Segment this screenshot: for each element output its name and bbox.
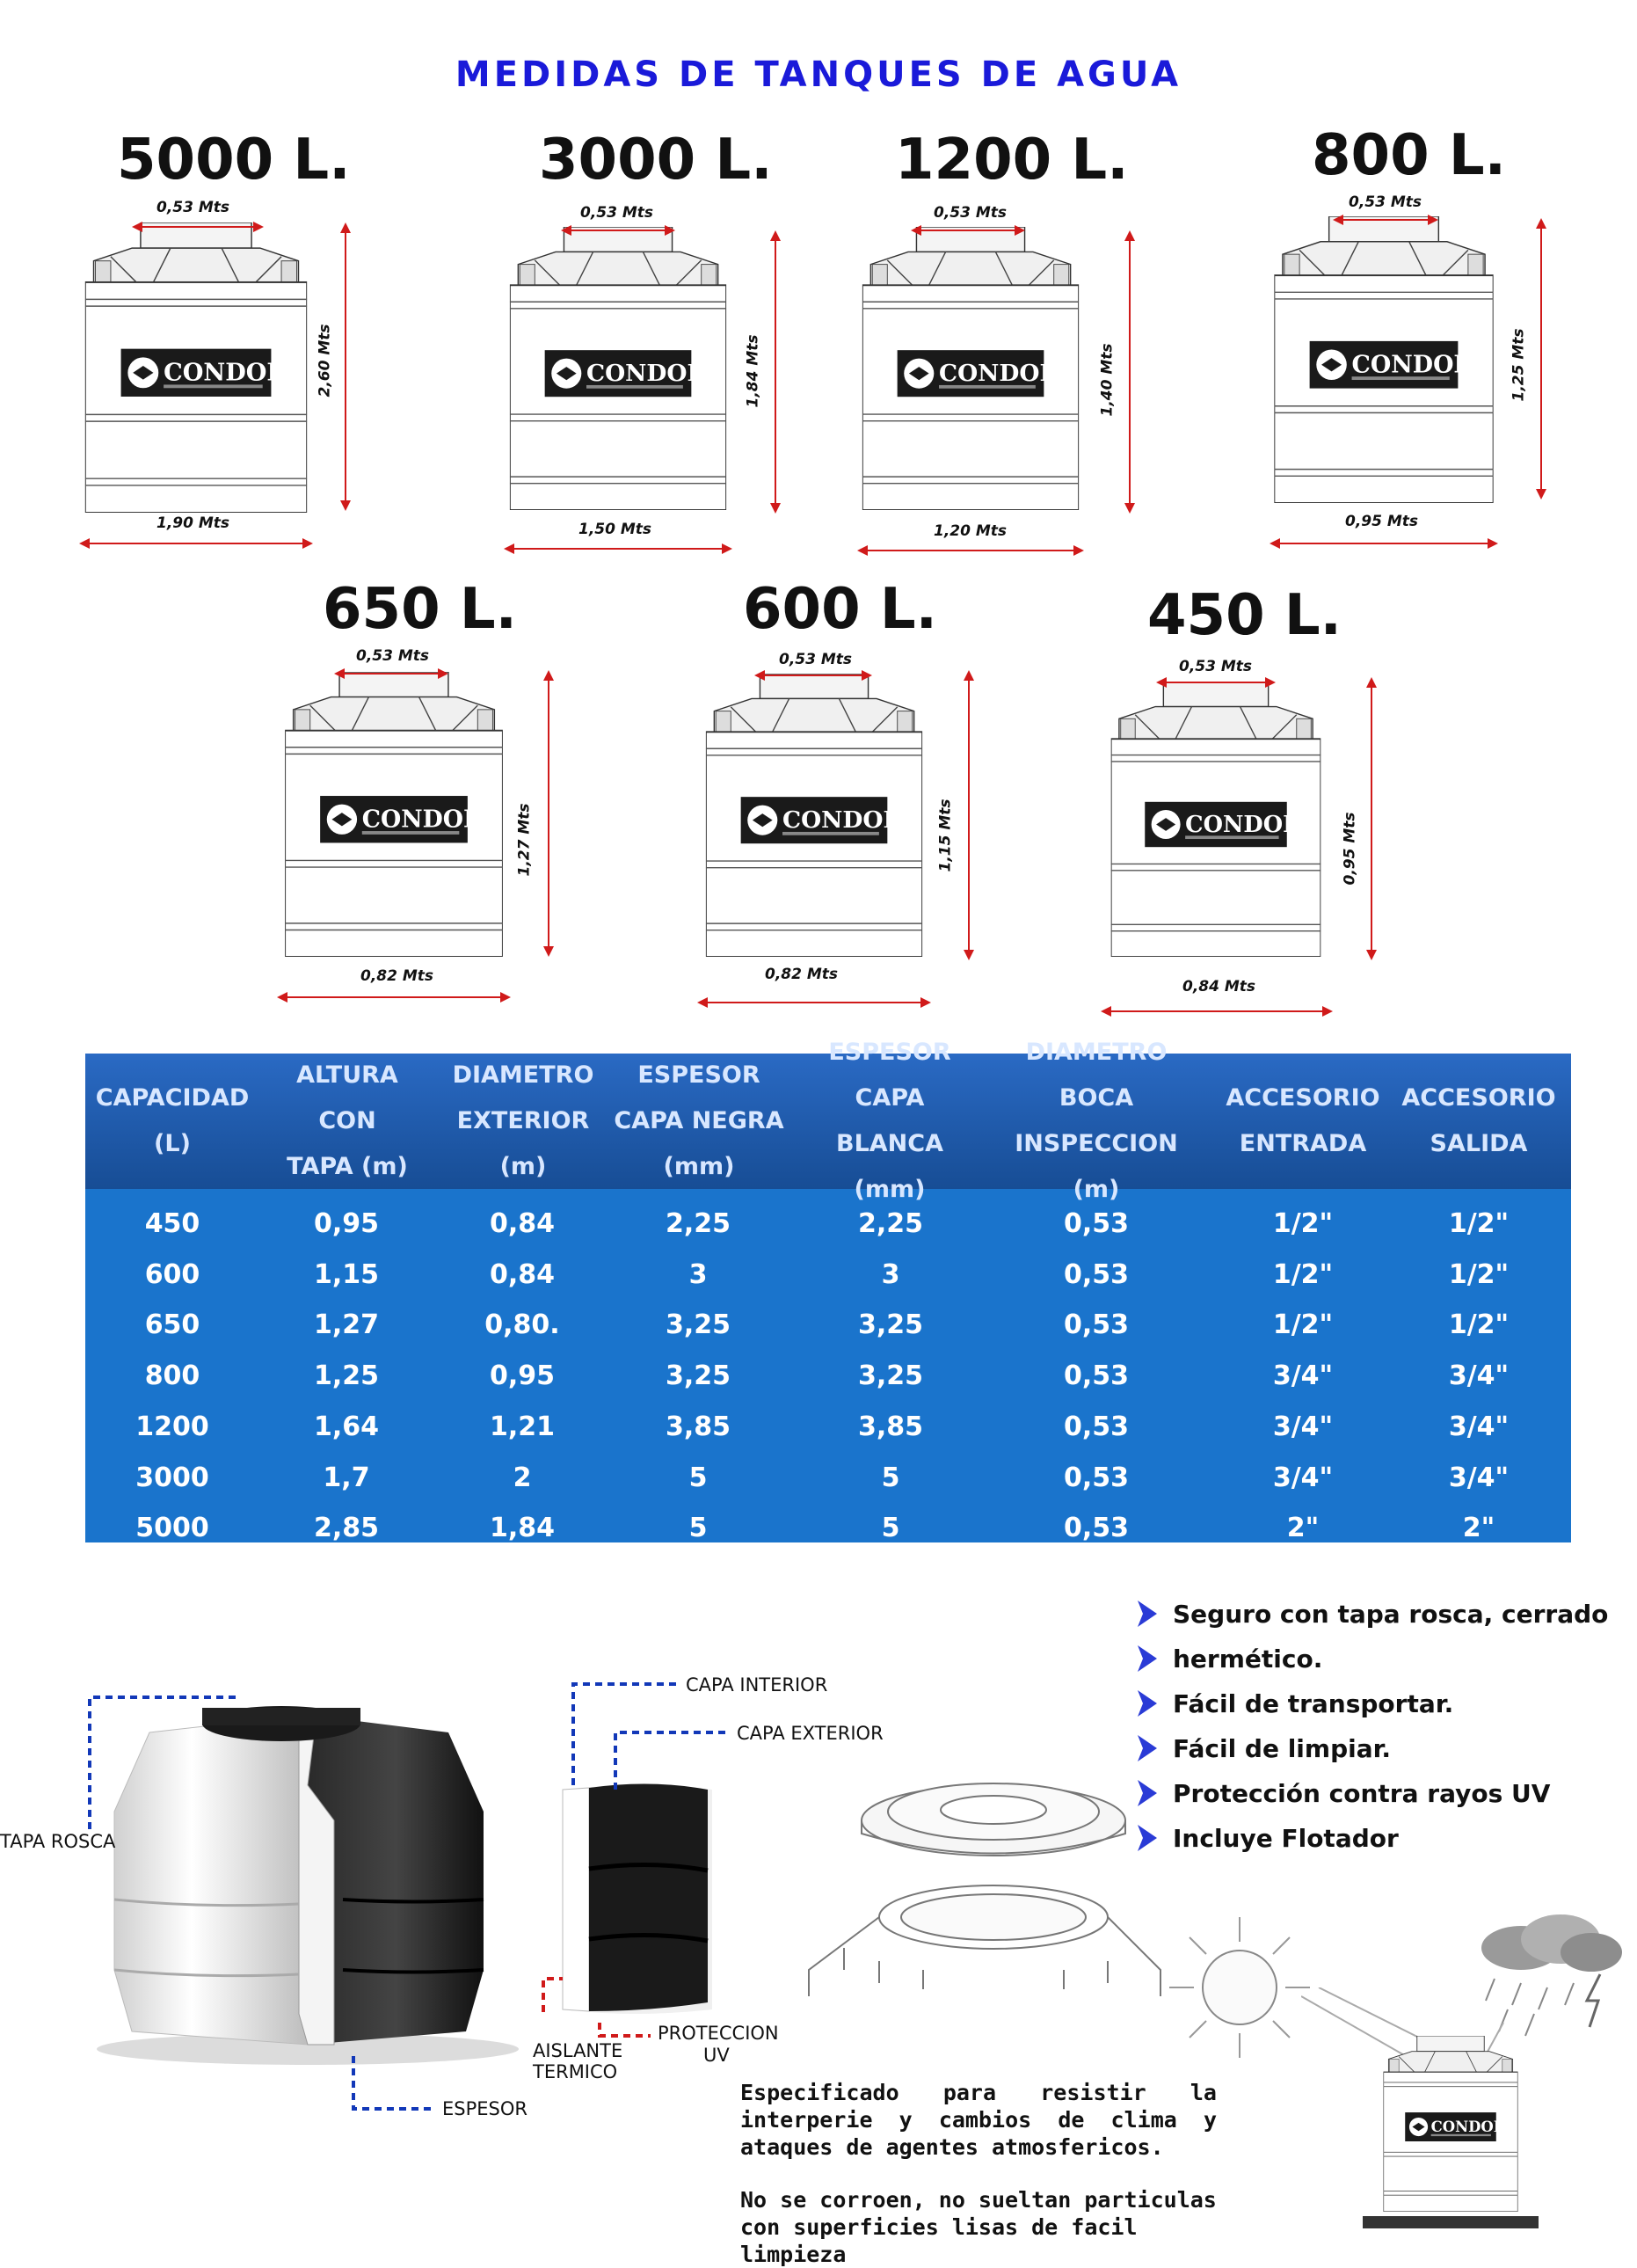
- specs-table: [85, 1039, 1571, 1544]
- feature-item: Protección contra rayos UV: [1134, 1778, 1550, 1808]
- table-cell: 5: [688, 1513, 708, 1544]
- label-tapa-rosca: TAPA ROSCA: [0, 1831, 116, 1852]
- table-cell: 0,84: [489, 1258, 556, 1290]
- top-dimension: 0,53 Mts: [1349, 193, 1422, 211]
- capacity-label: 1200 L.: [895, 128, 1129, 193]
- top-dimension: 0,53 Mts: [356, 647, 430, 665]
- tank-drawing: [700, 674, 928, 957]
- capacity-label: 800 L.: [1312, 123, 1506, 188]
- table-cell: 0,95: [489, 1360, 556, 1392]
- width-dimension: 0,84 Mts: [1182, 978, 1256, 995]
- table-cell: 1,25: [313, 1360, 380, 1392]
- label-termico: TERMICO: [533, 2061, 618, 2082]
- table-cell: 3,25: [857, 1309, 924, 1341]
- width-dimension: 0,82 Mts: [765, 966, 839, 983]
- capacity-label: 450 L.: [1147, 583, 1342, 648]
- header-diametro-exterior: DIAMETRO EXTERIOR (m): [452, 1061, 594, 1180]
- table-cell: 800: [144, 1360, 200, 1392]
- table-cell: 2": [1462, 1513, 1495, 1544]
- table-cell: 5: [881, 1513, 900, 1544]
- table-cell: 3000: [135, 1462, 209, 1493]
- capacity-label: 3000 L.: [539, 128, 773, 193]
- table-cell: 0,53: [1063, 1208, 1130, 1239]
- table-cell: 1,84: [489, 1513, 556, 1544]
- chevron-right-icon: [1134, 1688, 1160, 1718]
- table-cell: 0,53: [1063, 1411, 1130, 1442]
- table-cell: 1/2": [1448, 1258, 1510, 1290]
- table-cell: 0,80.: [484, 1309, 560, 1341]
- table-header: [85, 1039, 1571, 1203]
- table-cell: 1,15: [313, 1258, 380, 1290]
- table-cell: 2,25: [857, 1208, 924, 1239]
- table-cell: 1/2": [1272, 1258, 1334, 1290]
- diagram-leaders: [0, 1662, 791, 2119]
- tank-drawing: [1272, 216, 1495, 503]
- top-dimension: 0,53 Mts: [1179, 658, 1253, 675]
- header-accesorio-salida: ACCESORIO SALIDA: [1401, 1084, 1556, 1157]
- chevron-right-icon: [1134, 1599, 1160, 1629]
- table-cell: 5: [881, 1462, 900, 1493]
- table-cell: 3,25: [857, 1360, 924, 1392]
- width-dimension: 0,82 Mts: [360, 967, 434, 985]
- capacity-label: 600 L.: [743, 577, 937, 642]
- table-cell: 1/2": [1448, 1309, 1510, 1341]
- table-cell: 650: [144, 1309, 200, 1341]
- table-cell: 3/4": [1448, 1462, 1510, 1493]
- tank-drawing: [280, 672, 508, 957]
- table-cell: 2: [513, 1462, 532, 1493]
- header-capacidad: CAPACIDAD (L): [95, 1084, 250, 1157]
- table-cell: 0,53: [1063, 1360, 1130, 1392]
- sun-icon: [1160, 1908, 1319, 2067]
- label-espesor: ESPESOR: [442, 2098, 527, 2119]
- table-cell: 3: [881, 1258, 900, 1290]
- table-cell: 0,53: [1063, 1513, 1130, 1544]
- ground-base: [1363, 2216, 1539, 2228]
- table-cell: 1/2": [1272, 1208, 1334, 1239]
- capacity-label: 650 L.: [323, 577, 517, 642]
- table-cell: 1,21: [489, 1411, 556, 1442]
- label-capa-interior: CAPA INTERIOR: [686, 1674, 828, 1696]
- table-cell: 3/4": [1272, 1411, 1334, 1442]
- height-dimension: 1,25 Mts: [1510, 328, 1528, 402]
- page-title: MEDIDAS DE TANQUES DE AGUA: [455, 55, 1182, 95]
- table-cell: 3/4": [1448, 1411, 1510, 1442]
- tank-drawing: [1103, 682, 1328, 957]
- weather-paragraph: Especificado para resistir la interperie y cambios de clima y ataques de agentes atmosfericos.: [740, 2080, 1217, 2160]
- table-cell: 3,85: [857, 1411, 924, 1442]
- height-dimension: 1,15 Mts: [936, 799, 955, 872]
- table-cell: 3,25: [665, 1309, 731, 1341]
- table-cell: 5000: [135, 1513, 209, 1544]
- feature-item: Incluye Flotador: [1134, 1823, 1399, 1853]
- table-cell: 1,7: [323, 1462, 370, 1493]
- label-aislante: AISLANTE: [533, 2040, 623, 2061]
- table-cell: 3/4": [1272, 1462, 1334, 1493]
- chevron-right-icon: [1134, 1644, 1160, 1674]
- lid-sketch: [791, 1759, 1178, 2014]
- tank-drawing: [81, 222, 311, 513]
- table-cell: 3,25: [665, 1360, 731, 1392]
- top-dimension: 0,53 Mts: [779, 651, 853, 668]
- table-cell: 450: [144, 1208, 200, 1239]
- table-cell: 0,53: [1063, 1462, 1130, 1493]
- width-dimension: 0,95 Mts: [1345, 513, 1419, 530]
- label-uv: UV: [703, 2045, 730, 2066]
- top-dimension: 0,53 Mts: [580, 204, 654, 222]
- table-cell: 1/2": [1272, 1309, 1334, 1341]
- height-dimension: 1,84 Mts: [744, 334, 762, 408]
- width-dimension: 1,50 Mts: [578, 521, 652, 538]
- height-dimension: 1,27 Mts: [515, 803, 534, 877]
- header-accesorio-entrada: ACCESORIO ENTRADA: [1226, 1084, 1380, 1157]
- feature-item: Fácil de limpiar.: [1134, 1733, 1391, 1763]
- small-tank-drawing: [1376, 2036, 1525, 2212]
- feature-item: Seguro con tapa rosca, cerrado: [1134, 1599, 1608, 1629]
- header-altura: ALTURA CON TAPA (m): [287, 1061, 408, 1180]
- header-diametro-boca: DIAMETRO BOCA INSPECCION (m): [1015, 1039, 1178, 1203]
- feature-item: hermético.: [1134, 1644, 1322, 1674]
- table-cell: 1,64: [313, 1411, 380, 1442]
- table-cell: 2": [1286, 1513, 1320, 1544]
- table-cell: 5: [688, 1462, 708, 1493]
- header-espesor-blanca: ESPESOR CAPA BLANCA (mm): [828, 1039, 951, 1203]
- table-cell: 3: [688, 1258, 708, 1290]
- table-cell: 3/4": [1448, 1360, 1510, 1392]
- table-cell: 0,95: [313, 1208, 380, 1239]
- tank-drawing: [506, 227, 730, 510]
- table-cell: 0,53: [1063, 1258, 1130, 1290]
- table-cell: 0,84: [489, 1208, 556, 1239]
- table-cell: 3/4": [1272, 1360, 1334, 1392]
- table-cell: 0,53: [1063, 1309, 1130, 1341]
- width-dimension: 1,90 Mts: [156, 514, 230, 532]
- table-cell: 3,85: [665, 1411, 731, 1442]
- height-dimension: 0,95 Mts: [1341, 812, 1359, 886]
- table-cell: 2,25: [665, 1208, 731, 1239]
- feature-item: Fácil de transportar.: [1134, 1688, 1453, 1718]
- corrosion-paragraph: No se corroen, no sueltan particulas con superficies lisas de facil limpieza: [740, 2187, 1217, 2267]
- table-cell: 600: [144, 1258, 200, 1290]
- capacity-label: 5000 L.: [117, 128, 351, 193]
- top-dimension: 0,53 Mts: [156, 199, 230, 216]
- header-espesor-negra: ESPESOR CAPA NEGRA (mm): [614, 1061, 784, 1180]
- tank-drawing: [860, 227, 1081, 510]
- width-dimension: 1,20 Mts: [934, 522, 1008, 540]
- table-cell: 1,27: [313, 1309, 380, 1341]
- table-cell: 1/2": [1448, 1208, 1510, 1239]
- table-cell: 1200: [135, 1411, 209, 1442]
- top-dimension: 0,53 Mts: [934, 204, 1008, 222]
- height-dimension: 2,60 Mts: [316, 324, 334, 397]
- height-dimension: 1,40 Mts: [1098, 343, 1117, 417]
- label-proteccion: PROTECCION: [658, 2023, 779, 2044]
- table-cell: 2,85: [313, 1513, 380, 1544]
- label-capa-exterior: CAPA EXTERIOR: [737, 1723, 884, 1744]
